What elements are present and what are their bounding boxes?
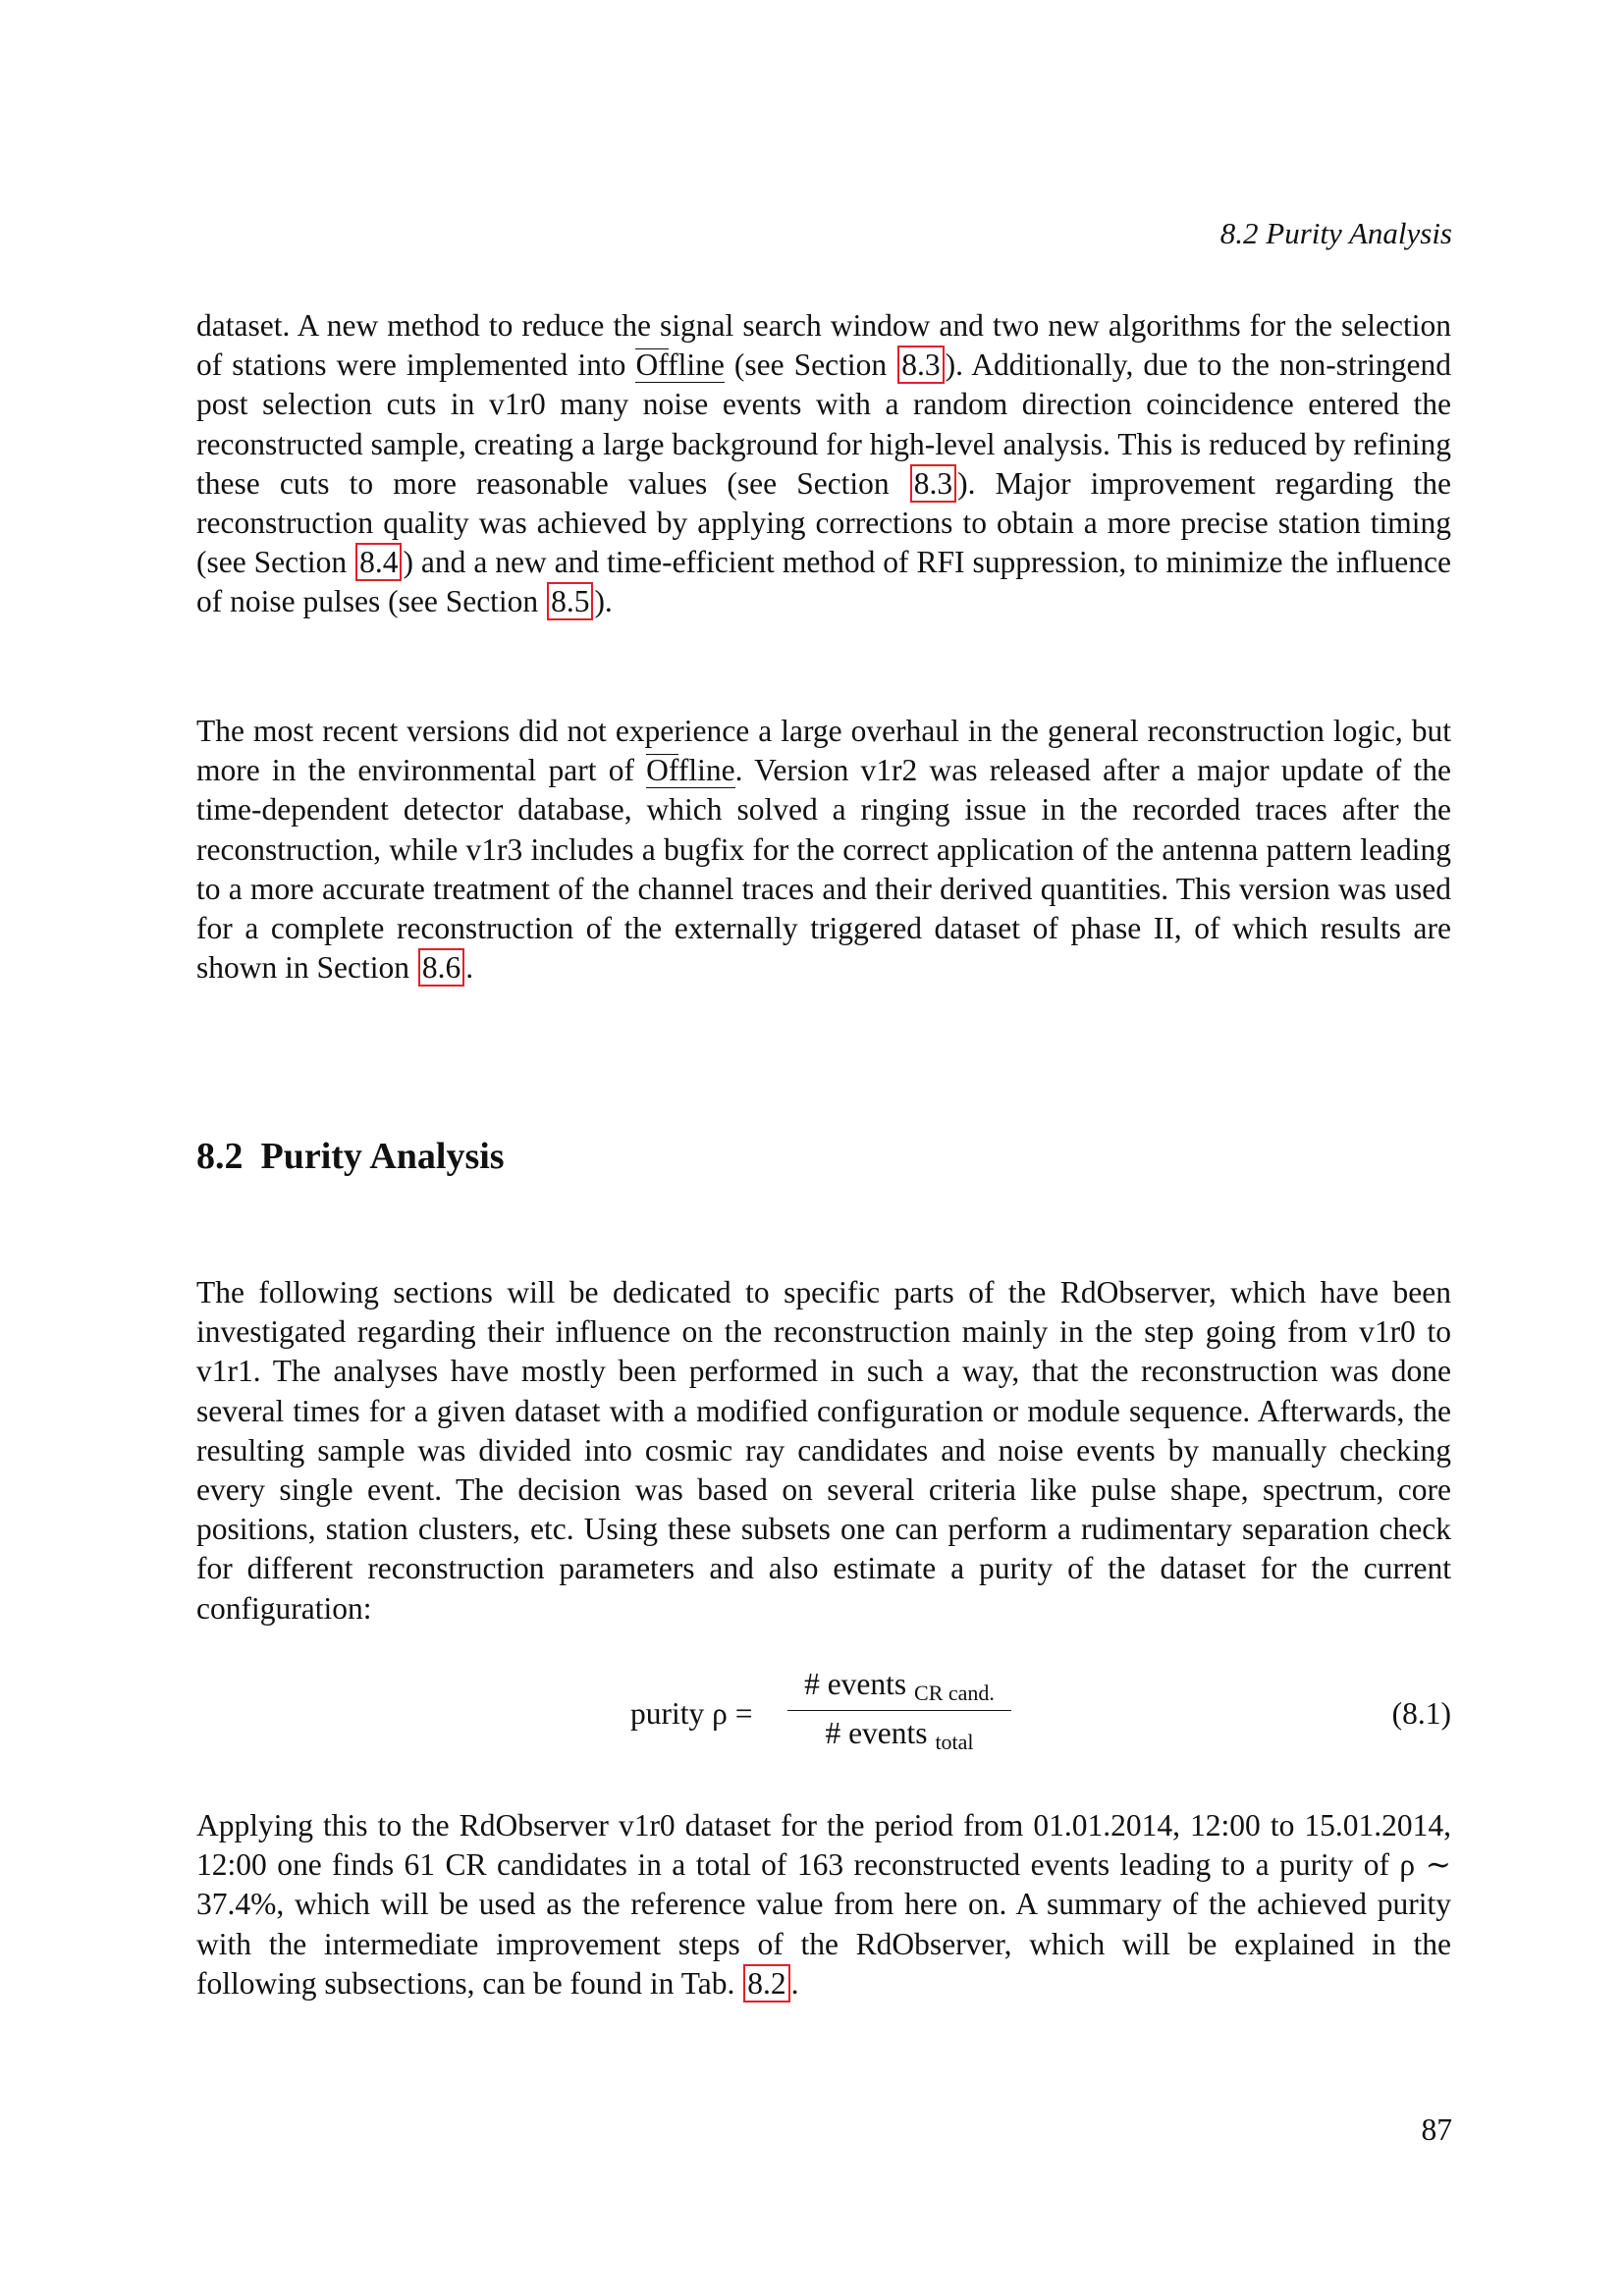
paragraph-2-text-b: . Version v1r2 was released after a major update of the time-dependent detector database, which solved a ringing issue in the recorded traces after the reconstruction, while v1r3 includes a bugfix for the correct application of the antenna pattern leading to a more accurate treatment of the channel traces and their derived quantities. This version was used for a complete reconstruction of the externally triggered dataset of phase II, of which results are shown in Section bbox=[196, 753, 1451, 986]
denominator-subscript: total bbox=[935, 1730, 974, 1754]
offline-software-name: Offline bbox=[635, 347, 725, 383]
paragraph-3: The following sections will be dedicated to specific parts of the RdObserver, which have been investigated regarding their influence on the reconstruction mainly in the step going from v1r0 to v1r1. The analyses have mostly been performed in such a way, that the reconstruction was done several times for a given dataset with a modified configuration or module sequence. Afterwards, the resulting sample was divided into cosmic ray candidates and noise events by manually checking every single event. The decision was based on several criteria like pulse shape, spectrum, core positions, station clusters, etc. Using these subsets one can perform a rudimentary separation check for different reconstruction parameters and also estimate a purity of the dataset for the current configuration: bbox=[196, 1275, 1451, 1626]
section-number: 8.2 bbox=[196, 1136, 244, 1177]
paragraph-4-text-a: Applying this to the RdObserver v1r0 dataset for the period from 01.01.2014, 12:00 to 15.01.2014, 12:00 one finds 61 CR candidates in a total of 163 reconstructed events leading to a purity of ρ ∼ 37.4%, which will be used as the reference value from here on. A summary of the achieved purity with the intermediate improvement steps of the RdObserver, which will be explained in the following subsections, can be found in Tab. bbox=[196, 1808, 1451, 2001]
section-ref-8-3-link[interactable]: 8.3 bbox=[897, 346, 944, 384]
section-title-text: Purity Analysis bbox=[260, 1136, 505, 1177]
paragraph-4-text-b: . bbox=[790, 1965, 799, 2001]
section-ref-8-4-link[interactable]: 8.4 bbox=[355, 543, 402, 581]
paragraph-2 bbox=[196, 712, 1451, 988]
fraction-bar bbox=[787, 1710, 1011, 1711]
equation-fraction bbox=[785, 1665, 1013, 1759]
offline-software-name: Offline bbox=[646, 753, 735, 788]
paragraph-1-text-e: ) and a new and time-efficient method of RFI suppression, to minimize the influence of noise pulses (see Section bbox=[196, 545, 1451, 619]
section-ref-8-3-link[interactable]: 8.3 bbox=[910, 464, 956, 503]
paragraph-1-text-c: ). Additionally, due to the non-stringend post selection cuts in v1r0 many noise events with a random direction coincidence entered the reconstructed sample, creating a large background for high-level analysis. This is reduced by refining these cuts to more reasonable values (see Section bbox=[196, 347, 1452, 501]
page-number: 87 bbox=[1421, 2112, 1452, 2147]
numerator-subscript: CR cand. bbox=[914, 1681, 995, 1705]
purity-equation bbox=[196, 1665, 1451, 1759]
numerator-text: # events bbox=[804, 1667, 907, 1701]
equation-numerator bbox=[785, 1667, 1013, 1711]
section-heading bbox=[196, 1133, 505, 1180]
section-ref-8-5-link[interactable]: 8.5 bbox=[547, 582, 593, 620]
section-ref-8-6-link[interactable]: 8.6 bbox=[418, 948, 464, 987]
paragraph-2-text-a: The most recent versions did not experience a large overhaul in the general reconstruction logic, but more in the environmental part of bbox=[196, 714, 1451, 788]
paragraph-1-text-b: (see Section bbox=[724, 347, 897, 383]
paragraph-2-text-c: . bbox=[465, 950, 474, 986]
running-head: 8.2 Purity Analysis bbox=[1219, 216, 1452, 250]
equation-number: (8.1) bbox=[1391, 1696, 1451, 1731]
paragraph-4 bbox=[196, 1806, 1451, 2003]
paragraph-1 bbox=[196, 306, 1451, 622]
equation-denominator bbox=[785, 1716, 1013, 1760]
paragraph-1-text-a: dataset. A new method to reduce the signal search window and two new algorithms for the selection of stations were implemented into bbox=[196, 308, 1451, 383]
paragraph-1-text-f: ). bbox=[594, 584, 613, 619]
paragraph-1-text-d: ). Major improvement regarding the reconstruction quality was achieved by applying corrections to obtain a more precise station timing (see Section bbox=[196, 465, 1452, 580]
table-ref-8-2-link[interactable]: 8.2 bbox=[743, 1964, 789, 2002]
equation-lhs: purity ρ = bbox=[630, 1696, 753, 1731]
denominator-text: # events bbox=[825, 1716, 928, 1750]
